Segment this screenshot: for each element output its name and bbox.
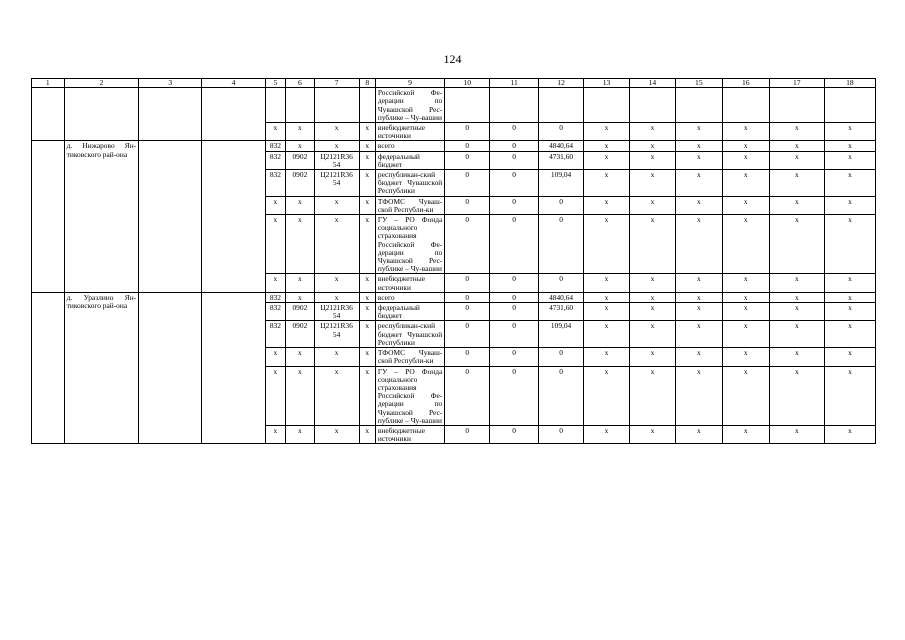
table-cell: x <box>675 151 722 169</box>
table-cell: x <box>824 274 875 292</box>
table-cell <box>139 292 202 443</box>
column-number-12: 12 <box>539 79 584 88</box>
table-cell: 0 <box>490 123 539 141</box>
table-cell: x <box>629 123 675 141</box>
table-cell: 832 <box>265 292 285 302</box>
column-number-6: 6 <box>286 79 315 88</box>
table-cell: 4731,60 <box>539 151 584 169</box>
table-cell: x <box>629 348 675 366</box>
table-cell: x <box>265 348 285 366</box>
column-number-7: 7 <box>314 79 359 88</box>
table-cell: 0 <box>539 274 584 292</box>
table-cell <box>314 88 359 123</box>
table-cell: 0 <box>490 303 539 321</box>
recipient-name-cell: д. Уразлино Ян-тиковского рай-она <box>64 292 139 443</box>
table-cell: 0 <box>539 123 584 141</box>
table-cell: 832 <box>265 303 285 321</box>
column-number-15: 15 <box>675 79 722 88</box>
table-cell: x <box>359 196 375 214</box>
table-cell: 0 <box>490 425 539 443</box>
funding-source-cell: Российской Фе-дерации по Чувашской Рес-публике – Чу-вашии <box>375 88 444 123</box>
table-cell: 832 <box>265 151 285 169</box>
table-cell: x <box>584 348 630 366</box>
table-cell: x <box>769 366 824 425</box>
column-number-14: 14 <box>629 79 675 88</box>
table-cell: 0 <box>445 425 490 443</box>
table-cell <box>722 88 769 123</box>
table-cell: x <box>584 196 630 214</box>
table-cell <box>445 88 490 123</box>
table-cell: 0 <box>445 321 490 348</box>
table-cell: 0 <box>445 348 490 366</box>
table-cell: x <box>265 425 285 443</box>
table-cell: x <box>629 321 675 348</box>
column-number-4: 4 <box>202 79 265 88</box>
table-cell <box>32 88 65 141</box>
table-cell: 109,04 <box>539 170 584 197</box>
table-cell: x <box>722 292 769 302</box>
table-cell: x <box>722 366 769 425</box>
table-cell <box>202 141 265 292</box>
table-cell: x <box>722 348 769 366</box>
table-cell: Ц2121R36 54 <box>314 151 359 169</box>
table-cell: x <box>359 425 375 443</box>
table-cell: x <box>722 151 769 169</box>
table-cell: Ц2121R36 54 <box>314 170 359 197</box>
table-cell: x <box>584 321 630 348</box>
funding-source-cell: ТФОМС Чуваш-ской Республи-ки <box>375 196 444 214</box>
table-cell: 0 <box>539 215 584 274</box>
table-cell: x <box>824 303 875 321</box>
table-cell: 0 <box>490 366 539 425</box>
table-cell: x <box>584 425 630 443</box>
table-cell: x <box>359 274 375 292</box>
table-cell: x <box>769 196 824 214</box>
table-cell: x <box>675 274 722 292</box>
table-cell: x <box>286 425 315 443</box>
table-cell: 0 <box>490 292 539 302</box>
table-cell: 0902 <box>286 303 315 321</box>
table-cell: x <box>769 123 824 141</box>
table-cell: x <box>314 141 359 151</box>
table-cell: x <box>675 366 722 425</box>
column-number-9: 9 <box>375 79 444 88</box>
budget-table <box>31 78 876 444</box>
table-cell: x <box>584 303 630 321</box>
column-number-8: 8 <box>359 79 375 88</box>
table-cell: x <box>314 366 359 425</box>
table-cell: 0 <box>539 348 584 366</box>
table-cell: 109,04 <box>539 321 584 348</box>
table-cell <box>265 88 285 123</box>
table-cell: x <box>769 321 824 348</box>
table-cell <box>139 88 202 141</box>
table-cell: 0902 <box>286 321 315 348</box>
table-cell: 0 <box>445 123 490 141</box>
table-cell <box>202 88 265 141</box>
table-cell: x <box>824 321 875 348</box>
table-cell: x <box>629 141 675 151</box>
table-cell: x <box>286 292 315 302</box>
table-cell: x <box>722 196 769 214</box>
funding-source-cell: ТФОМС Чуваш-ской Республи-ки <box>375 348 444 366</box>
funding-source-cell: ГУ – РО Фонда социального страхования Российской Фе-дерации по Чувашской Рес-публике – Чу-вашии <box>375 366 444 425</box>
table-cell <box>675 88 722 123</box>
table-cell: x <box>584 170 630 197</box>
table-cell: x <box>769 151 824 169</box>
table-cell: x <box>584 141 630 151</box>
table-cell: 0 <box>490 141 539 151</box>
table-cell: x <box>314 292 359 302</box>
table-cell: x <box>314 123 359 141</box>
table-cell: x <box>824 348 875 366</box>
table-cell: x <box>824 366 875 425</box>
table-cell: x <box>359 141 375 151</box>
table-cell: x <box>824 196 875 214</box>
table-cell: x <box>286 123 315 141</box>
table-cell: 0 <box>445 366 490 425</box>
table-cell <box>286 88 315 123</box>
table-cell: x <box>314 425 359 443</box>
table-cell: x <box>314 196 359 214</box>
table-cell: x <box>359 303 375 321</box>
page-number: 124 <box>443 52 462 66</box>
funding-source-cell: внебюджетные источники <box>375 123 444 141</box>
table-cell: x <box>314 215 359 274</box>
table-cell: 0 <box>445 303 490 321</box>
table-cell: x <box>286 274 315 292</box>
table-cell: x <box>824 170 875 197</box>
funding-source-cell: всего <box>375 292 444 302</box>
table-cell: x <box>629 292 675 302</box>
table-cell: 0 <box>490 274 539 292</box>
table-cell: x <box>359 151 375 169</box>
table-cell: 0 <box>539 366 584 425</box>
table-cell: x <box>629 274 675 292</box>
table-cell: x <box>769 170 824 197</box>
table-cell: x <box>359 348 375 366</box>
table-cell: 0 <box>445 196 490 214</box>
table-cell: x <box>286 366 315 425</box>
table-cell <box>584 88 630 123</box>
table-cell: 0 <box>539 196 584 214</box>
table-cell <box>202 292 265 443</box>
column-number-2: 2 <box>64 79 139 88</box>
table-cell: x <box>722 274 769 292</box>
table-cell: 0 <box>490 348 539 366</box>
table-cell: x <box>675 292 722 302</box>
table-cell: 0 <box>490 215 539 274</box>
recipient-name-cell: д. Нижарово Ян-тиковского рай-она <box>64 141 139 292</box>
funding-source-cell: внебюджетные источники <box>375 274 444 292</box>
table-cell: x <box>584 123 630 141</box>
table-cell: 0 <box>445 141 490 151</box>
table-cell: x <box>824 425 875 443</box>
column-number-3: 3 <box>139 79 202 88</box>
table-cell: 0 <box>445 292 490 302</box>
table-cell <box>824 88 875 123</box>
table-cell: x <box>265 366 285 425</box>
table-cell: 832 <box>265 321 285 348</box>
table-cell: x <box>265 123 285 141</box>
table-cell: x <box>359 215 375 274</box>
table-cell: x <box>769 215 824 274</box>
table-cell <box>32 141 65 292</box>
table-cell: x <box>722 170 769 197</box>
table-cell: x <box>675 215 722 274</box>
table-cell: x <box>629 425 675 443</box>
table-row <box>32 88 876 123</box>
table-cell: 0902 <box>286 151 315 169</box>
table-cell: x <box>675 123 722 141</box>
table-cell: x <box>286 348 315 366</box>
table-cell: x <box>314 274 359 292</box>
table-cell: 4840,64 <box>539 141 584 151</box>
table-cell: x <box>722 123 769 141</box>
table-cell: x <box>629 196 675 214</box>
table-cell: x <box>584 292 630 302</box>
table-cell: x <box>584 151 630 169</box>
table-cell: x <box>584 215 630 274</box>
table-cell: x <box>824 292 875 302</box>
table-cell: x <box>629 366 675 425</box>
table-row <box>32 292 876 302</box>
table-cell: x <box>265 196 285 214</box>
table-cell: x <box>824 151 875 169</box>
table-cell: x <box>629 151 675 169</box>
table-cell: x <box>722 141 769 151</box>
funding-source-cell: федеральный бюджет <box>375 303 444 321</box>
table-cell: Ц2121R36 54 <box>314 321 359 348</box>
table-cell: x <box>769 303 824 321</box>
column-number-5: 5 <box>265 79 285 88</box>
table-row <box>32 141 876 151</box>
table-cell: 0902 <box>286 170 315 197</box>
table-cell: x <box>769 274 824 292</box>
funding-source-cell: всего <box>375 141 444 151</box>
recipient-name-cell <box>64 88 139 141</box>
table-cell: x <box>584 274 630 292</box>
table-cell: x <box>722 303 769 321</box>
table-cell: x <box>722 321 769 348</box>
funding-source-cell: внебюджетные источники <box>375 425 444 443</box>
table-cell: x <box>584 366 630 425</box>
table-cell: x <box>675 196 722 214</box>
table-cell: x <box>675 321 722 348</box>
table-cell: 0 <box>445 215 490 274</box>
table-cell: x <box>675 348 722 366</box>
table-cell: x <box>359 292 375 302</box>
table-cell: x <box>824 215 875 274</box>
table-cell: 0 <box>490 170 539 197</box>
funding-source-cell: ГУ – РО Фонда социального страхования Российской Фе-дерации по Чувашской Рес-публике – Чу-вашии <box>375 215 444 274</box>
table-cell <box>629 88 675 123</box>
table-cell: 832 <box>265 170 285 197</box>
table-cell: x <box>359 123 375 141</box>
table-cell: x <box>286 215 315 274</box>
column-number-1: 1 <box>32 79 65 88</box>
table-cell: x <box>675 425 722 443</box>
column-number-16: 16 <box>722 79 769 88</box>
column-number-10: 10 <box>445 79 490 88</box>
table-cell: x <box>675 303 722 321</box>
table-cell: x <box>769 425 824 443</box>
table-cell: x <box>286 196 315 214</box>
table-cell: x <box>265 215 285 274</box>
table-cell: x <box>769 141 824 151</box>
table-cell: 0 <box>490 151 539 169</box>
table-cell: Ц2121R36 54 <box>314 303 359 321</box>
table-cell: x <box>359 321 375 348</box>
table-cell: x <box>722 425 769 443</box>
column-numbers-row <box>32 79 876 88</box>
table-cell: x <box>722 215 769 274</box>
table-cell: x <box>314 348 359 366</box>
table-cell: 0 <box>490 321 539 348</box>
column-number-17: 17 <box>769 79 824 88</box>
table-cell <box>490 88 539 123</box>
table-cell: 4731,60 <box>539 303 584 321</box>
column-number-18: 18 <box>824 79 875 88</box>
table-cell: x <box>824 123 875 141</box>
table-cell: 0 <box>445 151 490 169</box>
table-cell <box>359 88 375 123</box>
table-cell: x <box>359 366 375 425</box>
table-cell: x <box>769 348 824 366</box>
table-cell: 0 <box>490 196 539 214</box>
table-cell: x <box>265 274 285 292</box>
funding-source-cell: республикан-ский бюджет Чувашской Республики <box>375 170 444 197</box>
table-cell: x <box>629 303 675 321</box>
table-cell: x <box>824 141 875 151</box>
table-cell <box>539 88 584 123</box>
funding-source-cell: республикан-ский бюджет Чувашской Республики <box>375 321 444 348</box>
table-cell: x <box>629 170 675 197</box>
table-cell: x <box>629 215 675 274</box>
table-cell: 832 <box>265 141 285 151</box>
table-cell: 0 <box>445 274 490 292</box>
table-cell <box>769 88 824 123</box>
table-cell: x <box>769 292 824 302</box>
table-cell <box>139 141 202 292</box>
column-number-11: 11 <box>490 79 539 88</box>
table-cell: 0 <box>539 425 584 443</box>
funding-source-cell: федеральный бюджет <box>375 151 444 169</box>
table-cell: x <box>675 170 722 197</box>
table-cell: 0 <box>445 170 490 197</box>
column-number-13: 13 <box>584 79 630 88</box>
table-cell <box>32 292 65 443</box>
table-cell: 4840,64 <box>539 292 584 302</box>
table-cell: x <box>675 141 722 151</box>
table-cell: x <box>359 170 375 197</box>
table-cell: x <box>286 141 315 151</box>
